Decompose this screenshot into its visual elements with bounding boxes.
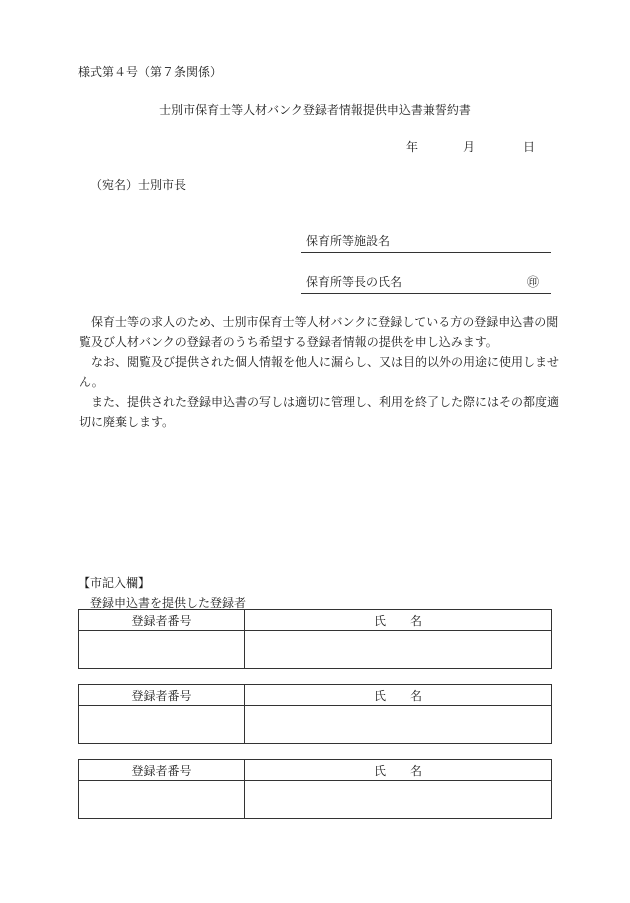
city-memo-subtitle: 登録申込書を提供した登録者 [90, 596, 247, 610]
registrant-number-header: 登録者番号 [79, 685, 245, 706]
date-day-label: 日 [523, 140, 536, 154]
registrant-number-cell[interactable] [79, 706, 245, 744]
registrant-table [78, 684, 552, 744]
city-memo-heading: 【市記入欄】 [78, 576, 151, 590]
director-name-label: 保育所等長の氏名 [306, 275, 403, 289]
registrant-number-cell[interactable] [79, 781, 245, 819]
document-title: 士別市保育士等人材バンク登録者情報提供申込書兼誓約書 [159, 103, 471, 117]
seal-mark: ㊞ [526, 275, 539, 289]
addressee: （宛名）士別市長 [90, 178, 187, 192]
registrant-name-cell[interactable] [245, 706, 552, 744]
form-number: 様式第４号（第７条関係） [78, 65, 223, 79]
registrant-number-header: 登録者番号 [79, 610, 245, 631]
registrant-name-header: 氏 名 [245, 685, 552, 706]
registrant-table [78, 609, 552, 669]
registrant-table [78, 759, 552, 819]
facility-name-field[interactable] [301, 230, 551, 253]
pledge-body [79, 312, 559, 432]
director-name-field[interactable] [301, 271, 551, 294]
facility-name-label: 保育所等施設名 [306, 234, 391, 248]
pledge-paragraph: また、提供された登録申込書の写しは適切に管理し、利用を終了した際にはその都度適切に廃棄します。 [79, 395, 560, 429]
registrant-name-header: 氏 名 [245, 760, 552, 781]
registrant-name-cell[interactable] [245, 631, 552, 669]
date-month-label: 月 [463, 140, 476, 154]
date-year-label: 年 [406, 140, 419, 154]
registrant-name-cell[interactable] [245, 781, 552, 819]
registrant-number-cell[interactable] [79, 631, 245, 669]
registrant-name-header: 氏 名 [245, 610, 552, 631]
pledge-paragraph: 保育士等の求人のため、士別市保育士等人材バンクに登録している方の登録申込書の閲覧及び人材バンクの登録者のうち希望する登録者情報の提供を申し込みます。 [79, 315, 559, 349]
registrant-number-header: 登録者番号 [79, 760, 245, 781]
pledge-paragraph: なお、閲覧及び提供された個人情報を他人に漏らし、又は目的以外の用途に使用しません。 [79, 355, 560, 389]
